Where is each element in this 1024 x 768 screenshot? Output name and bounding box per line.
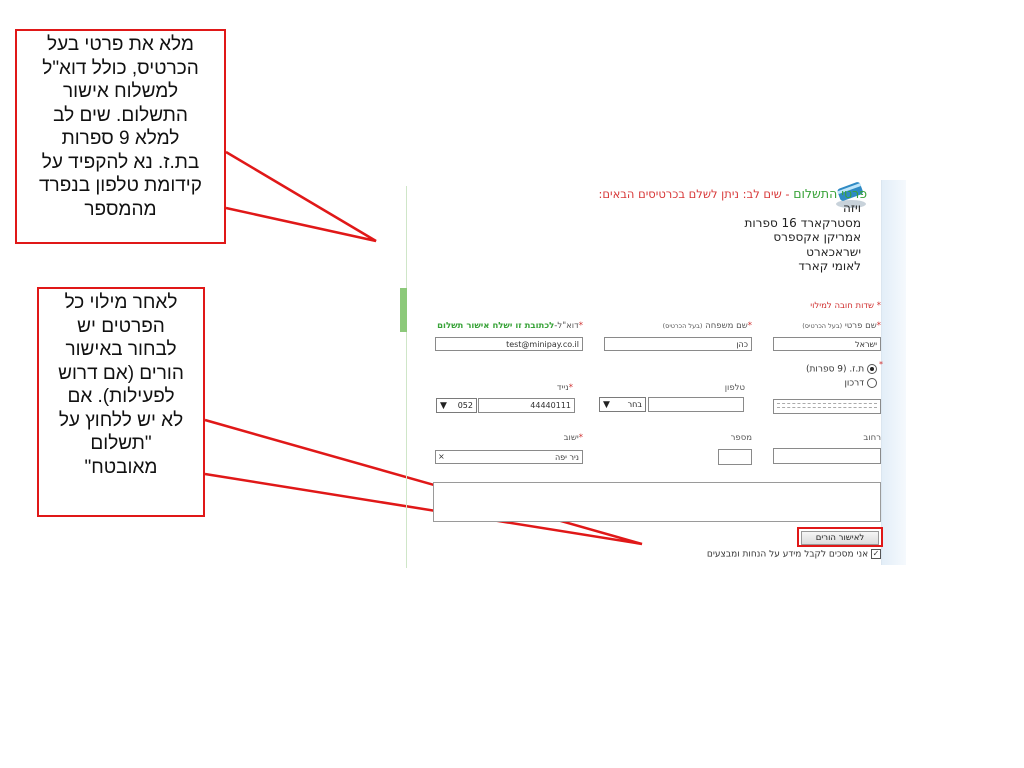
- callout-line: לבחור באישור: [65, 339, 177, 360]
- clear-icon[interactable]: ×: [438, 452, 445, 461]
- city-label-text: ישוב: [563, 433, 579, 443]
- agree-label: אני מסכים לקבל מידע על הנחות ומבצעים: [706, 549, 869, 560]
- required-asterisk: *: [578, 321, 583, 331]
- card-item: ויזה: [843, 201, 861, 215]
- callout-line: קידומת טלפון בנפרד: [39, 175, 202, 196]
- id-radio-dot: [870, 367, 874, 371]
- callout-top-pointer: [226, 152, 376, 241]
- phone-label: טלפון: [724, 383, 745, 393]
- id-option-label: ת.ז. (9 ספרות): [805, 364, 865, 375]
- callout-line: הכרטיס, כולל דוא"ל: [42, 57, 199, 79]
- last-name-label: [663, 321, 752, 331]
- city-label: [564, 433, 583, 443]
- phone-input[interactable]: [648, 397, 744, 412]
- number-label: מספר: [730, 433, 752, 443]
- email-label-text: דוא"ל-: [554, 321, 579, 331]
- callout-line: מהמספר: [84, 198, 157, 220]
- last-name-label-text: שם משפחה: [705, 321, 748, 331]
- page-left-tab: [400, 288, 407, 332]
- email-hint: לכתובת זו ישלח אישור תשלום: [437, 321, 555, 331]
- city-input[interactable]: [435, 450, 583, 464]
- mobile-prefix-select[interactable]: [436, 398, 477, 413]
- mobile-prefix-value: 052: [457, 401, 473, 410]
- callout-line: הורים (אם דרוש: [58, 362, 184, 384]
- payment-note: - שים לב: ניתן לשלם בכרטיסים הבאים:: [598, 187, 794, 201]
- email-input[interactable]: test@minipay.co.il: [435, 337, 583, 351]
- callout-line: הפרטים יש: [77, 315, 165, 337]
- instruction-callout-top: [15, 29, 226, 244]
- id-radio[interactable]: [867, 364, 877, 374]
- callout-line: התשלום. שים לב: [53, 104, 188, 126]
- parent-approval-button[interactable]: [797, 527, 883, 547]
- required-asterisk: *: [747, 321, 752, 331]
- instruction-callout-bottom: [37, 287, 205, 517]
- payment-header: [599, 186, 868, 201]
- phone-prefix-select[interactable]: [599, 397, 646, 412]
- payment-title: פרטי התשלום: [793, 186, 867, 201]
- callout-line: לא יש ללחוץ על: [58, 409, 184, 431]
- card-item: אמריקן אקספרס: [773, 230, 861, 244]
- callout-line: מלא את פרטי בעל: [47, 34, 194, 55]
- required-asterisk: *: [568, 383, 573, 393]
- callout-line: לפעילות). אם: [67, 386, 175, 407]
- id-digit-placeholder: [777, 403, 877, 404]
- card-list: [745, 201, 861, 274]
- last-name-sublabel: (בעל הכרטיס): [662, 322, 703, 330]
- id-type-required: *: [879, 360, 883, 369]
- parent-approval-inner: לאישור הורים: [801, 531, 879, 545]
- passport-radio[interactable]: [867, 378, 877, 388]
- first-name-label: [802, 321, 881, 331]
- mobile-label: [557, 383, 573, 393]
- payment-form-screenshot: [400, 180, 905, 570]
- comments-textarea[interactable]: [433, 482, 881, 522]
- mobile-label-text: נייד: [556, 383, 569, 393]
- id-option[interactable]: [806, 364, 877, 375]
- last-name-input[interactable]: כהן: [604, 337, 752, 351]
- first-name-label-text: שם פרטי: [844, 321, 877, 331]
- chevron-down-icon: ▼: [603, 400, 610, 410]
- page-right-border: [881, 180, 906, 565]
- city-value: ניר יפה: [554, 453, 579, 462]
- number-input[interactable]: [718, 449, 752, 465]
- agree-option[interactable]: [707, 549, 881, 560]
- callout-line: "תשלום: [90, 433, 152, 454]
- passport-option-label: דרכון: [844, 378, 865, 389]
- chevron-down-icon: ▼: [440, 401, 447, 411]
- required-asterisk: *: [876, 321, 881, 331]
- phone-prefix-value: בחר: [627, 400, 642, 409]
- first-name-sublabel: (בעל הכרטיס): [802, 322, 843, 330]
- required-note: * שדות חובה למילוי: [810, 301, 881, 311]
- card-item: ישראכארט: [806, 244, 861, 259]
- page-left-border: [406, 186, 407, 568]
- card-item: לאומי קארד: [798, 259, 861, 273]
- callout-line: בת.ז. נא להקפיד על: [41, 151, 200, 173]
- id-number-input[interactable]: [773, 399, 881, 414]
- agree-checkbox[interactable]: ✓: [872, 549, 880, 558]
- required-asterisk: *: [578, 433, 583, 443]
- callout-line: למלא 9 ספרות: [61, 128, 180, 149]
- street-input[interactable]: [773, 448, 881, 464]
- street-label: רחוב: [863, 433, 881, 443]
- callout-line: למשלוח אישור: [62, 81, 179, 102]
- card-item: מסטרקארד 16 ספרות: [744, 215, 861, 230]
- callout-line: לאחר מילוי כל: [64, 292, 178, 313]
- callout-line: מאובטח": [84, 456, 158, 478]
- mobile-input[interactable]: 44440111: [478, 398, 575, 413]
- first-name-input[interactable]: ישראל: [773, 337, 881, 351]
- email-label: [437, 321, 583, 331]
- id-digit-placeholder: [777, 407, 877, 408]
- passport-option[interactable]: [844, 378, 877, 389]
